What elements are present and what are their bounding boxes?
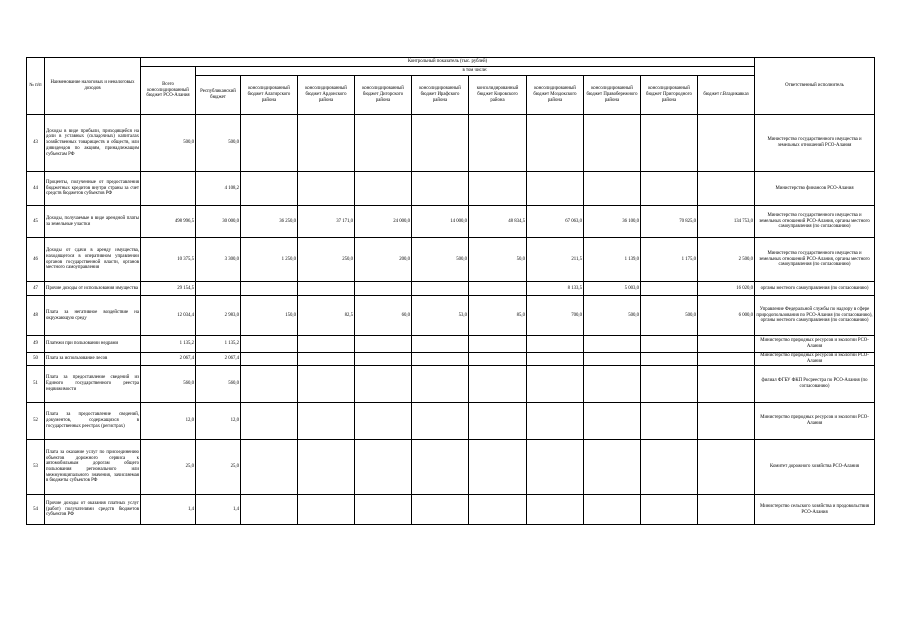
budget-value-7 xyxy=(584,366,641,403)
budget-value-2 xyxy=(298,495,355,525)
budget-value-1: 36 250,0 xyxy=(241,206,298,238)
table-row xyxy=(27,296,875,336)
budget-value-0: 4 108,2 xyxy=(196,172,241,206)
budget-value-3 xyxy=(355,440,412,495)
budget-value-2 xyxy=(298,353,355,366)
budget-value-2: 250,0 xyxy=(298,238,355,282)
revenue-name: Прочие доходы от использования имущества xyxy=(45,282,141,296)
row-number: 50 xyxy=(27,353,45,366)
consolidated-total-value: 12,0 xyxy=(141,403,196,440)
header-budget-5: консолидированный бюджет Кировского района xyxy=(469,76,527,115)
budget-value-9 xyxy=(698,353,755,366)
budget-value-0: 30 000,0 xyxy=(196,206,241,238)
budget-value-6 xyxy=(527,403,584,440)
budget-value-0: 1,4 xyxy=(196,495,241,525)
responsible-executor: Министерство государственного имущества и земельных отношений РСО-Алания, органы местного самоуправления (по согласованию) xyxy=(755,238,875,282)
budget-value-9 xyxy=(698,403,755,440)
budget-value-2: 37 171,0 xyxy=(298,206,355,238)
budget-value-1 xyxy=(241,336,298,353)
revenue-name: Платежи при пользовании недрами xyxy=(45,336,141,353)
budget-value-2 xyxy=(298,282,355,296)
budget-value-8 xyxy=(641,440,698,495)
budget-value-4 xyxy=(412,403,469,440)
budget-value-5: 50,0 xyxy=(469,238,527,282)
budget-value-9: 6 000,0 xyxy=(698,296,755,336)
budget-value-0: 3 300,0 xyxy=(196,238,241,282)
table-row xyxy=(27,282,875,296)
budget-value-5 xyxy=(469,282,527,296)
budget-value-8 xyxy=(641,495,698,525)
revenue-name: Доходы, получаемые в виде арендной платы за земельные участки xyxy=(45,206,141,238)
revenue-name: Плата за предоставление сведений, документов, содержащихся в государственных реестрах (регистрах) xyxy=(45,403,141,440)
budget-value-5 xyxy=(469,115,527,172)
consolidated-total-value: 1 135,2 xyxy=(141,336,196,353)
budget-value-0: 2 067,4 xyxy=(196,353,241,366)
budget-value-6 xyxy=(527,115,584,172)
budget-value-7 xyxy=(584,172,641,206)
row-number: 53 xyxy=(27,440,45,495)
header-including: в том числе: xyxy=(196,67,755,76)
budget-value-9: 134 753,0 xyxy=(698,206,755,238)
responsible-executor: Министерство финансов РСО-Алания xyxy=(755,172,875,206)
budget-value-8 xyxy=(641,282,698,296)
responsible-executor: Комитет дорожного хозяйства РСО-Алания xyxy=(755,440,875,495)
budget-value-3 xyxy=(355,403,412,440)
budget-value-3: 24 000,0 xyxy=(355,206,412,238)
budget-value-0: 560,0 xyxy=(196,366,241,403)
budget-value-7: 36 100,0 xyxy=(584,206,641,238)
header-budget-4: консолидированный бюджет Ирафского района xyxy=(412,76,469,115)
revenue-name: Плата за негативное воздействие на окружающую среду xyxy=(45,296,141,336)
revenue-control-table xyxy=(26,57,875,525)
budget-value-8 xyxy=(641,403,698,440)
budget-value-1 xyxy=(241,440,298,495)
revenue-name: Плата за использование лесов xyxy=(45,353,141,366)
budget-value-5: 85,0 xyxy=(469,296,527,336)
budget-value-1 xyxy=(241,366,298,403)
header-budget-0: Республиканский бюджет xyxy=(196,76,241,115)
responsible-executor: Министерство сельского хозяйства и продовольствия РСО-Алания xyxy=(755,495,875,525)
header-budget-3: консолидированный бюджет Дигорского района xyxy=(355,76,412,115)
budget-value-7: 1 139,0 xyxy=(584,238,641,282)
budget-value-4 xyxy=(412,353,469,366)
budget-value-2 xyxy=(298,440,355,495)
table-row xyxy=(27,440,875,495)
budget-value-6 xyxy=(527,440,584,495)
budget-value-1: 1 250,0 xyxy=(241,238,298,282)
consolidated-total-value: 10 375,5 xyxy=(141,238,196,282)
consolidated-total-value: 2 067,4 xyxy=(141,353,196,366)
budget-value-1 xyxy=(241,353,298,366)
budget-value-1 xyxy=(241,172,298,206)
table-row xyxy=(27,172,875,206)
budget-value-5 xyxy=(469,336,527,353)
budget-value-7 xyxy=(584,353,641,366)
budget-value-1 xyxy=(241,282,298,296)
budget-value-9 xyxy=(698,366,755,403)
budget-value-3 xyxy=(355,115,412,172)
responsible-executor: Министерство природных ресурсов и экологии РСО-Алания xyxy=(755,353,875,366)
budget-value-3 xyxy=(355,366,412,403)
responsible-executor: филиал ФГБУ ФКП Росреестра по РСО-Алания (по согласованию) xyxy=(755,366,875,403)
budget-value-5 xyxy=(469,353,527,366)
budget-value-9 xyxy=(698,115,755,172)
budget-value-6 xyxy=(527,172,584,206)
header-control-indicator: Контрольный показатель (тыс. рублей) xyxy=(141,58,755,67)
row-number: 54 xyxy=(27,495,45,525)
budget-value-8 xyxy=(641,115,698,172)
header-budget-9: бюджет г.Владикавказ xyxy=(698,76,755,115)
revenue-name: Доходы в виде прибыли, приходящейся на доли в уставных (складочных) капиталах хозяйственных товариществ и обществ, или дивидендов по акциям, принадлежащим субъектам РФ xyxy=(45,115,141,172)
consolidated-total-value: 29 154,5 xyxy=(141,282,196,296)
header-consolidated-total: Всего консолидированный бюджет РСО-Алания xyxy=(141,67,196,115)
header-budget-8: консолидированный бюджет Пригородного района xyxy=(641,76,698,115)
budget-value-4: 500,0 xyxy=(412,238,469,282)
revenue-name: Плата за оказание услуг по присоединению объектов дорожного сервиса к автомобильным дорогам общего пользования регионального или межмуниципального значения, зачисляемая в бюджеты субъектов РФ xyxy=(45,440,141,495)
header-budget-1: консолидированный бюджет Алагирского района xyxy=(241,76,298,115)
budget-value-9: 16 020,0 xyxy=(698,282,755,296)
header-budget-7: консолидированный бюджет Правобережного района xyxy=(584,76,641,115)
budget-value-2 xyxy=(298,336,355,353)
budget-value-7: 500,0 xyxy=(584,296,641,336)
budget-value-0: 500,0 xyxy=(196,115,241,172)
budget-value-9 xyxy=(698,336,755,353)
responsible-executor: Министерство природных ресурсов и экологии РСО-Алания xyxy=(755,336,875,353)
budget-value-2 xyxy=(298,403,355,440)
budget-value-9 xyxy=(698,172,755,206)
budget-value-2 xyxy=(298,115,355,172)
budget-value-4 xyxy=(412,366,469,403)
table-row xyxy=(27,403,875,440)
row-number: 52 xyxy=(27,403,45,440)
table-row xyxy=(27,495,875,525)
revenue-name: Плата за предоставление сведений из Единого государственного реестра недвижимости xyxy=(45,366,141,403)
budget-value-9 xyxy=(698,495,755,525)
revenue-name: Прочие доходы от оказания платных услуг (работ) получателями средств бюджетов субъектов РФ xyxy=(45,495,141,525)
budget-value-5 xyxy=(469,403,527,440)
budget-value-0: 1 135,2 xyxy=(196,336,241,353)
budget-value-3 xyxy=(355,495,412,525)
budget-value-8 xyxy=(641,336,698,353)
budget-value-1 xyxy=(241,495,298,525)
consolidated-total-value xyxy=(141,172,196,206)
budget-value-8: 70 825,0 xyxy=(641,206,698,238)
table-row xyxy=(27,206,875,238)
budget-value-0: 12,0 xyxy=(196,403,241,440)
row-number: 46 xyxy=(27,238,45,282)
row-number: 45 xyxy=(27,206,45,238)
table-row xyxy=(27,366,875,403)
budget-value-6: 211,5 xyxy=(527,238,584,282)
budget-value-4 xyxy=(412,440,469,495)
responsible-executor: органы местного самоуправления (по согласованию) xyxy=(755,282,875,296)
table-row xyxy=(27,336,875,353)
budget-value-4 xyxy=(412,115,469,172)
budget-value-3 xyxy=(355,172,412,206)
budget-value-5 xyxy=(469,440,527,495)
table-row xyxy=(27,238,875,282)
budget-value-1: 150,0 xyxy=(241,296,298,336)
budget-value-6: 67 063,0 xyxy=(527,206,584,238)
budget-value-4 xyxy=(412,282,469,296)
budget-value-6: 8 133,5 xyxy=(527,282,584,296)
row-number: 49 xyxy=(27,336,45,353)
budget-value-3: 60,0 xyxy=(355,296,412,336)
budget-value-7 xyxy=(584,336,641,353)
budget-value-1 xyxy=(241,403,298,440)
row-number: 48 xyxy=(27,296,45,336)
revenue-name: Доходы от сдачи в аренду имущества, находящегося в оперативном управлении органов государственной власти, органов местного самоуправления xyxy=(45,238,141,282)
budget-value-9 xyxy=(698,440,755,495)
header-budget-6: консолидированный бюджет Моздокского района xyxy=(527,76,584,115)
budget-value-5 xyxy=(469,366,527,403)
budget-value-6 xyxy=(527,366,584,403)
consolidated-total-value: 25,0 xyxy=(141,440,196,495)
budget-value-5 xyxy=(469,495,527,525)
row-number: 43 xyxy=(27,115,45,172)
budget-value-6: 700,0 xyxy=(527,296,584,336)
budget-value-0 xyxy=(196,282,241,296)
budget-value-3 xyxy=(355,336,412,353)
budget-value-2: 82,5 xyxy=(298,296,355,336)
responsible-executor: Управление Федеральной службы по надзору в сфере природопользования по РСО-Алания (по согласованию), органы местного самоуправления (по согласованию) xyxy=(755,296,875,336)
budget-value-4: 14 000,0 xyxy=(412,206,469,238)
budget-value-5: 48 834,5 xyxy=(469,206,527,238)
budget-value-8 xyxy=(641,353,698,366)
responsible-executor: Министерство государственного имущества и земельных отношений РСО-Алания xyxy=(755,115,875,172)
budget-value-5 xyxy=(469,172,527,206)
budget-value-2 xyxy=(298,366,355,403)
budget-value-0: 2 983,0 xyxy=(196,296,241,336)
budget-value-4 xyxy=(412,495,469,525)
consolidated-total-value: 12 034,4 xyxy=(141,296,196,336)
consolidated-total-value: 500,0 xyxy=(141,115,196,172)
budget-value-7 xyxy=(584,440,641,495)
header-responsible: Ответственный исполнитель xyxy=(755,58,875,115)
responsible-executor: Министерство природных ресурсов и экологии РСО-Алания xyxy=(755,403,875,440)
budget-value-1 xyxy=(241,115,298,172)
budget-value-8: 1 175,0 xyxy=(641,238,698,282)
budget-value-8: 500,0 xyxy=(641,296,698,336)
table-row xyxy=(27,353,875,366)
header-revenue-name: Наименование налоговых и неналоговых доходов xyxy=(45,58,141,115)
row-number: 47 xyxy=(27,282,45,296)
budget-value-0: 25,0 xyxy=(196,440,241,495)
budget-value-9: 2 500,0 xyxy=(698,238,755,282)
header-budget-2: консолидированный бюджет Ардонского района xyxy=(298,76,355,115)
budget-value-3: 200,0 xyxy=(355,238,412,282)
budget-value-4 xyxy=(412,336,469,353)
budget-value-7 xyxy=(584,403,641,440)
row-number: 44 xyxy=(27,172,45,206)
budget-value-7 xyxy=(584,115,641,172)
budget-value-7: 5 003,0 xyxy=(584,282,641,296)
budget-value-4: 53,0 xyxy=(412,296,469,336)
consolidated-total-value: 560,0 xyxy=(141,366,196,403)
budget-value-7 xyxy=(584,495,641,525)
budget-value-2 xyxy=(298,172,355,206)
budget-value-6 xyxy=(527,353,584,366)
budget-value-4 xyxy=(412,172,469,206)
row-number: 51 xyxy=(27,366,45,403)
responsible-executor: Министерство государственного имущества и земельных отношений РСО-Алания, органы местного самоуправления (по согласованию) xyxy=(755,206,875,238)
budget-value-8 xyxy=(641,172,698,206)
consolidated-total-value: 1,4 xyxy=(141,495,196,525)
consolidated-total-value: 498 996,5 xyxy=(141,206,196,238)
budget-value-6 xyxy=(527,495,584,525)
budget-value-8 xyxy=(641,366,698,403)
budget-value-3 xyxy=(355,353,412,366)
header-number: № п/п xyxy=(27,58,45,115)
revenue-name: Проценты, полученные от предоставления бюджетных кредитов внутри страны за счет средств бюджетов субъектов РФ xyxy=(45,172,141,206)
budget-value-6 xyxy=(527,336,584,353)
budget-value-3 xyxy=(355,282,412,296)
table-row xyxy=(27,115,875,172)
